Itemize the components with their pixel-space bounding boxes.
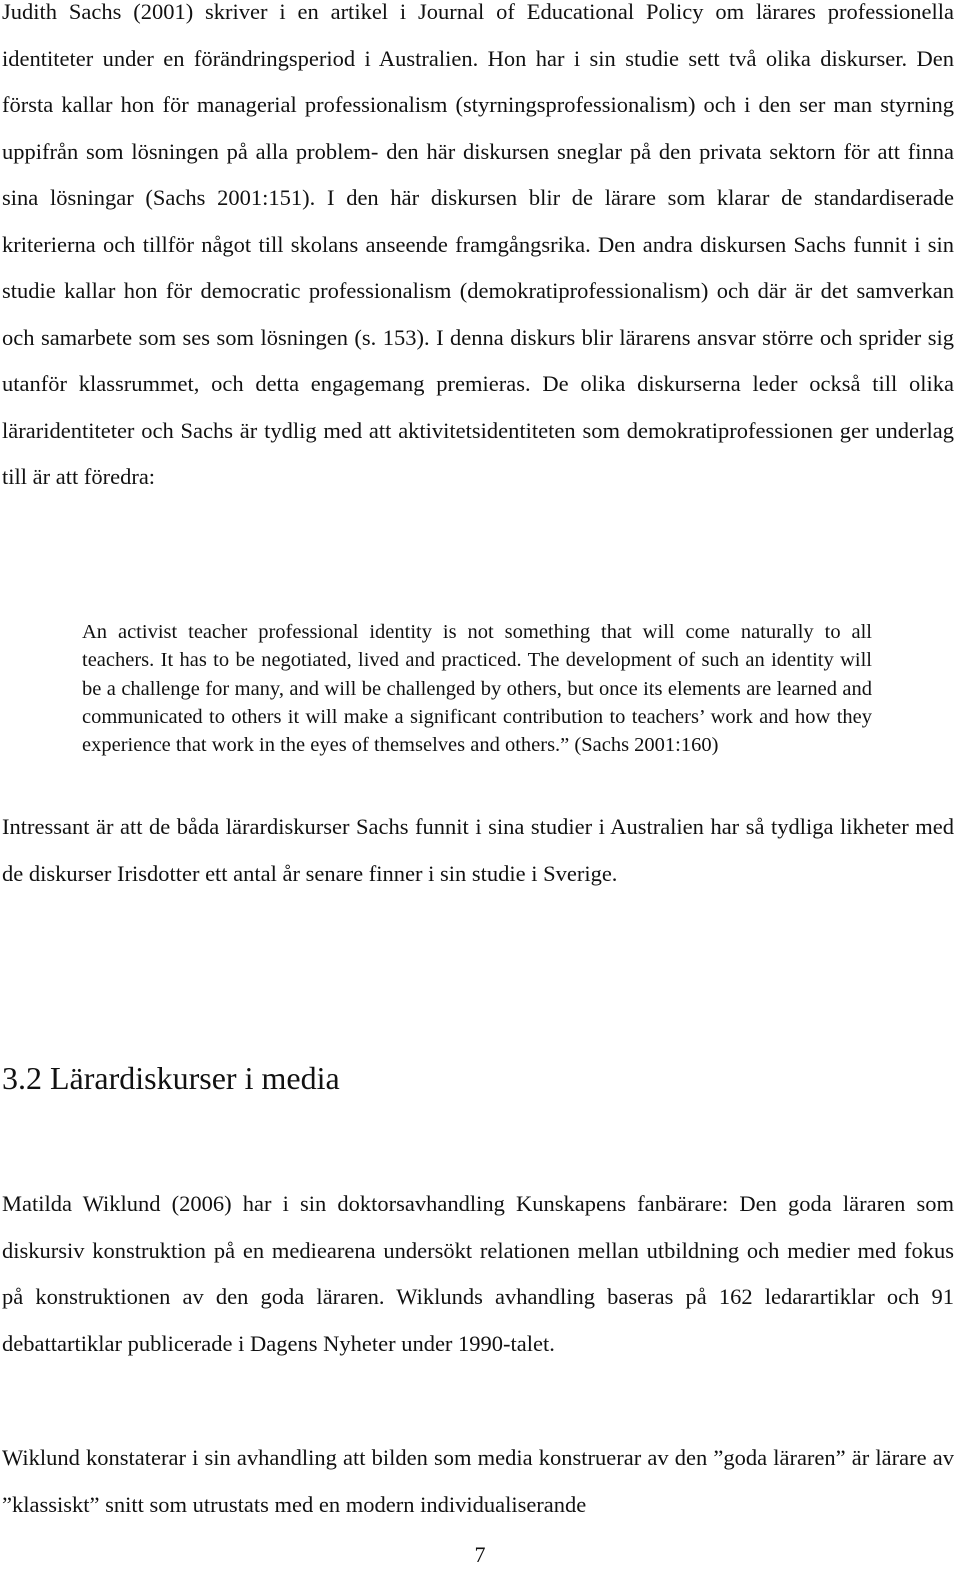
paragraph-wiklund-conclusion: Wiklund konstaterar i sin avhandling att bilden som media konstruerar av den ”goda läraren” är lärare av ”klassiskt” snitt som utrustats med en modern individualiserande <box>2 1445 954 1517</box>
block-quote-sachs: An activist teacher professional identity is not something that will come naturally to all teachers. It has to be negotiated, lived and practiced. The development of such an identity will be a challenge for many, and will be challenged by others, but once its elements are learned and communicated to others it will make a significant contribution to teachers’ work and how they experience that work in the eyes of themselves and others.” (Sachs 2001:160) <box>82 621 872 757</box>
paragraph-wiklund-thesis: Matilda Wiklund (2006) har i sin doktorsavhandling Kunskapens fanbärare: Den goda läraren som diskursiv konstruktion på en mediearena undersökt relationen mellan utbildning och medier med fokus på konstruktionen av den goda läraren. Wiklunds avhandling baseras på 162 ledarartiklar och 91 debattartiklar publicerade i Dagens Nyheter under 1990-talet. <box>2 1191 954 1356</box>
paragraph-sachs-discourses: Judith Sachs (2001) skriver i en artikel i Journal of Educational Policy om lärares professionella identiteter under en förändringsperiod i Australien. Hon har i sin studie sett två olika diskurser. Den första kallar hon för managerial professionalism (styrningsprofessionalism) och i den ser man styrning uppifrån som lösningen på alla problem- den här diskursen sneglar på den privata sektorn för att finna sina lösningar (Sachs 2001:151). I den här diskursen blir de lärare som klarar de standardiserade kriterierna och tillför något till skolans anseende framgångsrika. Den andra diskursen Sachs funnit i sin studie kallar hon för democratic professionalism (demokratiprofessionalism) och där är det samverkan och samarbete som ses som lösningen (s. 153). I denna diskurs blir lärarens ansvar större och sprider sig utanför klassrummet, och detta engagemang premieras. De olika diskurserna leder också till olika läraridentiteter och Sachs är tydlig med att aktivitetsidentiteten som demokratiprofessionen ger underlag till är att föredra: <box>2 0 954 489</box>
paragraph-comparison: Intressant är att de båda lärardiskurser Sachs funnit i sina studier i Australien har så tydliga likheter med de diskurser Irisdotter ett antal år senare finner i sin studie i Sverige. <box>2 814 954 886</box>
section-heading: 3.2 Lärardiskurser i media <box>2 1060 340 1096</box>
page-number: 7 <box>474 1542 486 1567</box>
